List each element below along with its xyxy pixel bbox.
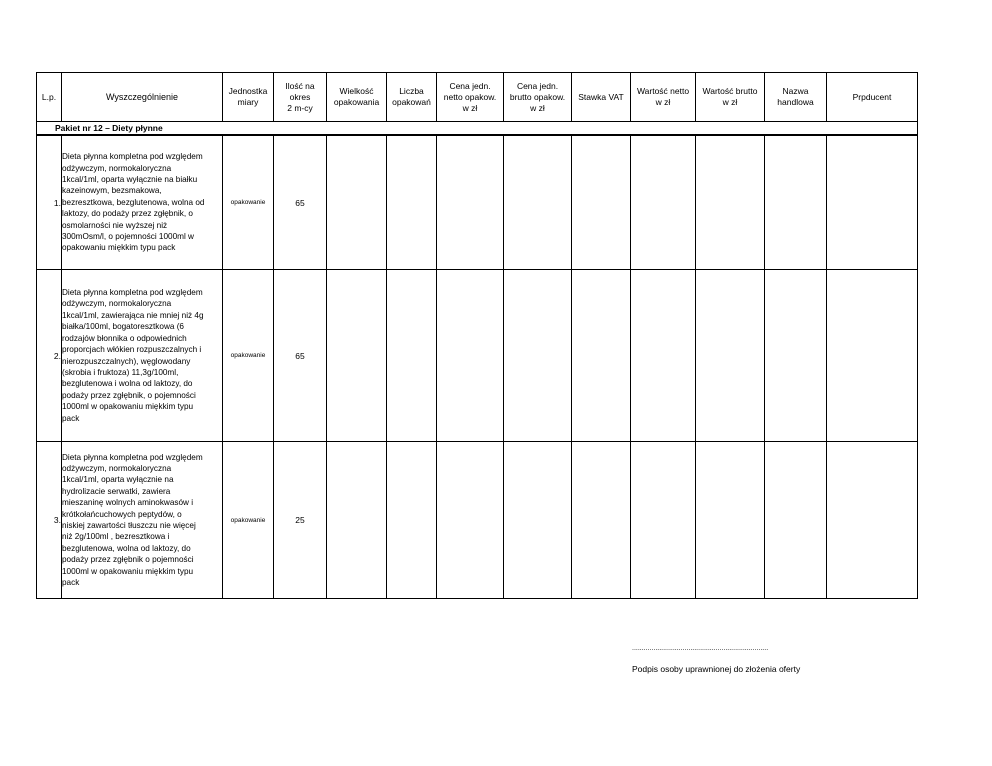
header-unit-net-price-line: netto opakow. xyxy=(443,91,497,102)
header-gross-value-line: Wartość brutto xyxy=(702,86,758,96)
cell-unit-gross-price[interactable] xyxy=(504,135,572,270)
header-trade-name xyxy=(765,73,827,122)
cell-unit-gross-price[interactable] xyxy=(504,442,572,599)
description-line: pack xyxy=(62,413,80,423)
cell-gross-value[interactable] xyxy=(696,270,765,442)
description-line: 300mOsm/l, o pojemności 1000ml w xyxy=(62,232,194,242)
row-unit: opakowanie xyxy=(223,135,274,270)
row-quantity: 25 xyxy=(274,442,327,599)
header-package-size xyxy=(327,73,387,122)
description-line: Dieta płynna kompletna pod względem xyxy=(62,452,203,462)
cell-unit-net-price[interactable] xyxy=(437,442,504,599)
header-unit-gross-price-line: brutto opakow. xyxy=(509,91,566,102)
description-line: 1kcal/1ml, oparta wyłącznie na białku xyxy=(62,174,198,184)
header-unit-net-price xyxy=(437,73,504,122)
description-line: Dieta płynna kompletna pod względem xyxy=(62,288,203,298)
cell-vat-rate[interactable] xyxy=(572,442,631,599)
header-quantity-line: Ilość na xyxy=(285,80,315,91)
header-package-size-line: Wielkość xyxy=(339,86,374,96)
cell-gross-value[interactable] xyxy=(696,135,765,270)
table-row xyxy=(37,135,918,270)
description-line: Dieta płynna kompletna pod względem xyxy=(62,152,203,162)
signature-caption: Podpis osoby uprawnionej do złożenia oferty xyxy=(632,664,801,674)
cell-unit-net-price[interactable] xyxy=(437,135,504,270)
description-line: (skrobia i fruktoza) 11,3g/100ml, xyxy=(62,367,179,377)
description-line: bezglutenowa i wolna od laktozy, do xyxy=(62,379,193,389)
header-vat-rate: Stawka VAT xyxy=(572,73,631,122)
cell-package-count[interactable] xyxy=(387,135,437,270)
description-line: 1000ml w opakowaniu miękkim typu xyxy=(62,566,194,576)
description-line: hydrolizacie serwatki, zawiera xyxy=(62,486,171,496)
header-unit-line: miary xyxy=(237,97,259,107)
header-unit-net-price-line: Cena jedn. xyxy=(449,80,491,91)
cell-trade-name[interactable] xyxy=(765,442,827,599)
cell-trade-name[interactable] xyxy=(765,270,827,442)
description-line: odżywczym, normokaloryczna xyxy=(62,163,172,173)
cell-package-size[interactable] xyxy=(327,135,387,270)
cell-trade-name[interactable] xyxy=(765,135,827,270)
header-unit xyxy=(223,73,274,122)
description-line: nierozpuszczalnych), węglowodany xyxy=(62,356,191,366)
row-description xyxy=(62,135,223,270)
cell-package-count[interactable] xyxy=(387,270,437,442)
cell-unit-net-price[interactable] xyxy=(437,270,504,442)
header-unit-line: Jednostka xyxy=(228,86,268,96)
description-line: niż 2g/100ml , bezresztkowa i xyxy=(62,532,170,542)
header-trade-name-line: handlowa xyxy=(777,97,814,107)
description-line: proporcjach włókien rozpuszczalnych i xyxy=(62,345,202,355)
header-gross-value xyxy=(696,73,765,122)
row-unit: opakowanie xyxy=(223,442,274,599)
header-net-value xyxy=(631,73,696,122)
header-package-count-line: Liczba xyxy=(399,86,424,96)
description-line: 1000ml w opakowaniu miękkim typu xyxy=(62,402,194,412)
cell-package-count[interactable] xyxy=(387,442,437,599)
description-line: podaży przez zgłębnik, o pojemności xyxy=(62,390,196,400)
header-unit-net-price-line: w zł xyxy=(462,102,478,113)
header-lp: L.p. xyxy=(37,73,62,122)
cell-gross-value[interactable] xyxy=(696,442,765,599)
description-line: kazeinowym, bezsmakowa, xyxy=(62,186,162,196)
row-lp: 3. xyxy=(37,442,62,599)
cell-vat-rate[interactable] xyxy=(572,270,631,442)
description-line: krótkołańcuchowych peptydów, o xyxy=(62,509,182,519)
description-line: bezresztkowa, bezglutenowa, wolna od xyxy=(62,197,205,207)
table-row xyxy=(37,442,918,599)
row-description xyxy=(62,442,223,599)
header-package-count-line: opakowań xyxy=(392,97,431,107)
cell-producer[interactable] xyxy=(827,442,918,599)
row-description xyxy=(62,270,223,442)
description-line: podaży przez zgłębnik o pojemności xyxy=(62,555,194,565)
package-row xyxy=(37,122,918,136)
header-quantity xyxy=(274,73,327,122)
header-description: Wyszczególnienie xyxy=(62,73,223,122)
cell-net-value[interactable] xyxy=(631,270,696,442)
header-unit-gross-price-line: Cena jedn. xyxy=(516,80,559,91)
description-line: 1kcal/1ml, zawierająca nie mniej niż 4g xyxy=(62,310,204,320)
cell-package-size[interactable] xyxy=(327,442,387,599)
header-unit-gross-price-line: w zł xyxy=(530,102,545,113)
header-package-count xyxy=(387,73,437,122)
header-gross-value-line: w zł xyxy=(722,97,738,107)
signature-line: ...................................................................... xyxy=(632,645,769,652)
header-trade-name-line: Nazwa xyxy=(782,86,809,96)
row-unit: opakowanie xyxy=(223,270,274,442)
description-line: bezglutenowa, wolna od laktozy, do xyxy=(62,543,191,553)
description-line: 1kcal/1ml, oparta wyłącznie na xyxy=(62,475,174,485)
row-lp: 2. xyxy=(37,270,62,442)
description-line: odżywczym, normokaloryczna xyxy=(62,463,172,473)
row-quantity: 65 xyxy=(274,270,327,442)
header-net-value-line: Wartość netto xyxy=(636,86,690,96)
table-row xyxy=(37,270,918,442)
header-quantity-line: 2 m-cy xyxy=(287,102,313,113)
header-quantity-line: okres xyxy=(289,91,311,102)
description-line: niskiej zawartości tłuszczu nie więcej xyxy=(62,521,196,530)
cell-net-value[interactable] xyxy=(631,442,696,599)
cell-vat-rate[interactable] xyxy=(572,135,631,270)
header-producer: Prpducent xyxy=(827,73,918,122)
description-line: rodzajów błonnika o odpowiednich xyxy=(62,333,187,343)
header-net-value-line: w zł xyxy=(655,97,671,107)
description-line: opakowaniu miękkim typu pack xyxy=(62,243,176,253)
header-unit-gross-price xyxy=(504,73,572,122)
row-quantity: 65 xyxy=(274,135,327,270)
row-lp: 1. xyxy=(37,135,62,270)
cell-unit-gross-price[interactable] xyxy=(504,270,572,442)
description-line: osmolarności nie wyższej niż xyxy=(62,220,168,230)
package-title: Pakiet nr 12 – Diety płynne xyxy=(37,122,918,136)
description-line: odżywczym, normokaloryczna xyxy=(62,299,172,309)
description-line: pack xyxy=(62,578,80,588)
cell-package-size[interactable] xyxy=(327,270,387,442)
header-package-size-line: opakowania xyxy=(333,97,380,107)
offer-table xyxy=(36,72,918,599)
header-row xyxy=(37,73,918,122)
cell-producer[interactable] xyxy=(827,135,918,270)
description-line: białka/100ml, bogatoresztkowa (6 xyxy=(62,322,184,332)
cell-net-value[interactable] xyxy=(631,135,696,270)
description-line: mieszaninę wolnych aminokwasów i xyxy=(62,498,194,508)
description-line: laktozy, do podaży przez zgłębnik, o xyxy=(62,209,193,219)
cell-producer[interactable] xyxy=(827,270,918,442)
